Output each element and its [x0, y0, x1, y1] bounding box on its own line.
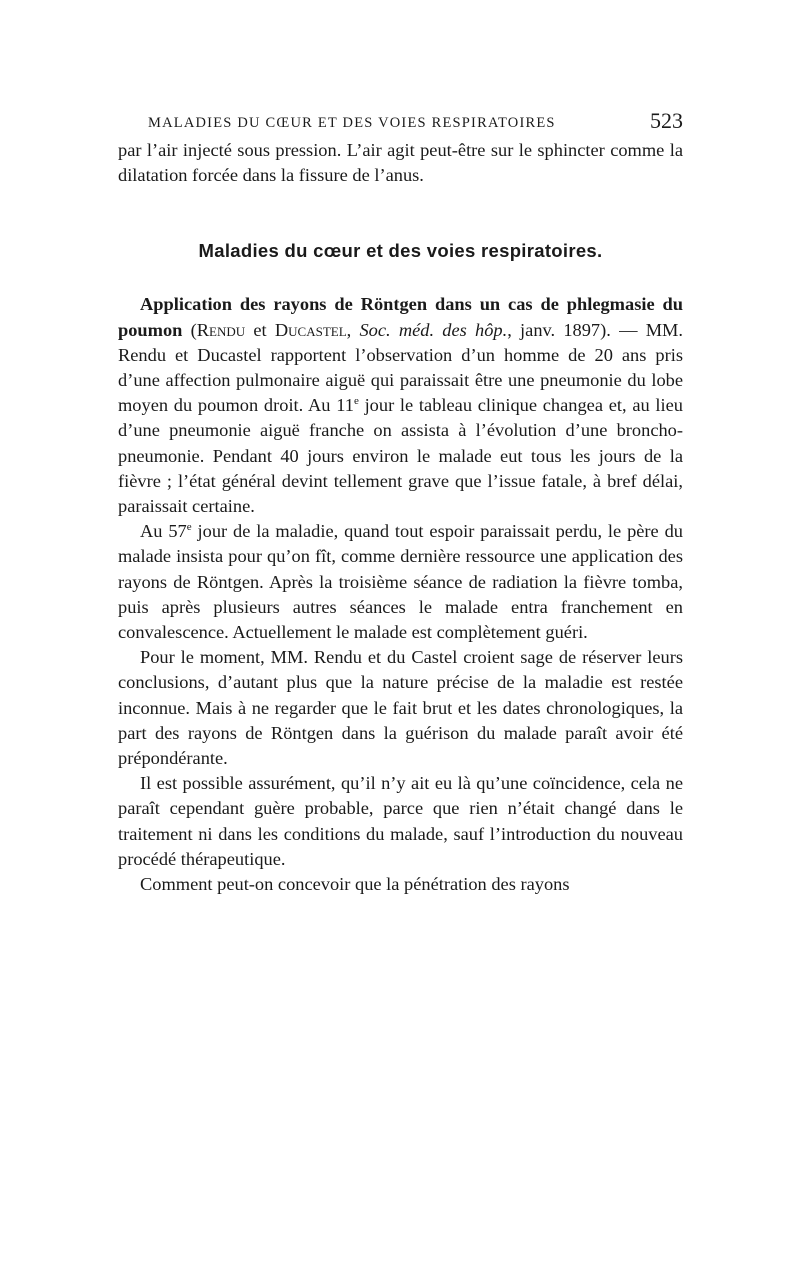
running-header — [118, 108, 683, 138]
citation-date: , janv. 1897). — [507, 319, 611, 340]
paragraph-2-end: jour de la maladie, quand tout espoir paraissait perdu, le père du malade insista pour qu’on fît, comme dernière ressource une application des rayons de Röntgen. Après la troisième séance de radiation la fièvre tomba, puis après plusieurs autres séances le malade entra franchement en convalescence. Actuellement le malade est complètement guéri. — [118, 521, 683, 643]
page-number: 523 — [650, 108, 683, 133]
article-paragraph-4: Il est possible assurément, qu’il n’y ait eu là qu’une coïncidence, cela ne paraît cependant guère probable, parce que rien n’était changé dans le traitement ni dans les conditions du malade, sauf l’introduction du nouveau procédé thérapeutique. — [118, 773, 683, 869]
paragraph-2-start: Au — [140, 521, 169, 542]
author-ducastel: Ducastel — [274, 319, 347, 340]
paragraph-1-end: jour le tableau clinique changea et, au lieu d’une pneumonie aiguë franche on assista à l’évolution d’une broncho-pneumonie. Pendant 40 jours environ le malade eut tous les jours de la fièvre ; l’état général devint tellement grave que l’issue fatale, à bref délai, paraissait certaine. — [118, 395, 683, 517]
article-paragraph-1 — [118, 292, 683, 519]
running-title: MALADIES DU CŒUR ET DES VOIES RESPIRATOIRES — [148, 115, 556, 131]
day-11-superscript: e — [353, 395, 359, 408]
day-11: 11 — [336, 395, 354, 416]
article-paragraph-2 — [118, 519, 683, 645]
author-rendu: Rendu — [196, 319, 246, 340]
section-title: Maladies du cœur et des voies respiratoires. — [198, 240, 603, 262]
paragraph-1-text: — MM. Rendu et Ducastel rapportent l’observation d’un homme de 20 ans pris d’une affection pulmonaire aiguë qui paraissait être une pneumonie du lobe moyen du poumon droit. Au — [118, 319, 683, 416]
intro-paragraph: par l’air injecté sous pression. L’air agit peut-être sur le sphincter comme la dilatation forcée dans la fissure de l’anus. — [118, 140, 683, 186]
article-title: Application des rayons de Röntgen dans un cas de phlegmasie du poumon — [118, 294, 683, 340]
authors-open: ( — [190, 319, 197, 340]
document-page — [118, 108, 683, 897]
journal-name: Soc. méd. des hôp. — [359, 319, 508, 340]
article-paragraph-5: Comment peut-on concevoir que la pénétration des rayons — [140, 874, 570, 895]
author-separator: et — [245, 319, 275, 340]
day-57-superscript: e — [186, 521, 192, 534]
article-paragraph-3: Pour le moment, MM. Rendu et du Castel croient sage de réserver leurs conclusions, d’autant plus que la nature précise de la maladie est restée inconnue. Mais à ne regarder que le fait brut et les dates chronologiques, la part des rayons de Röntgen dans la guérison du malade paraît avoir été prépondérante. — [118, 647, 683, 769]
day-57: 57 — [168, 521, 187, 542]
source-separator: , — [346, 319, 360, 340]
